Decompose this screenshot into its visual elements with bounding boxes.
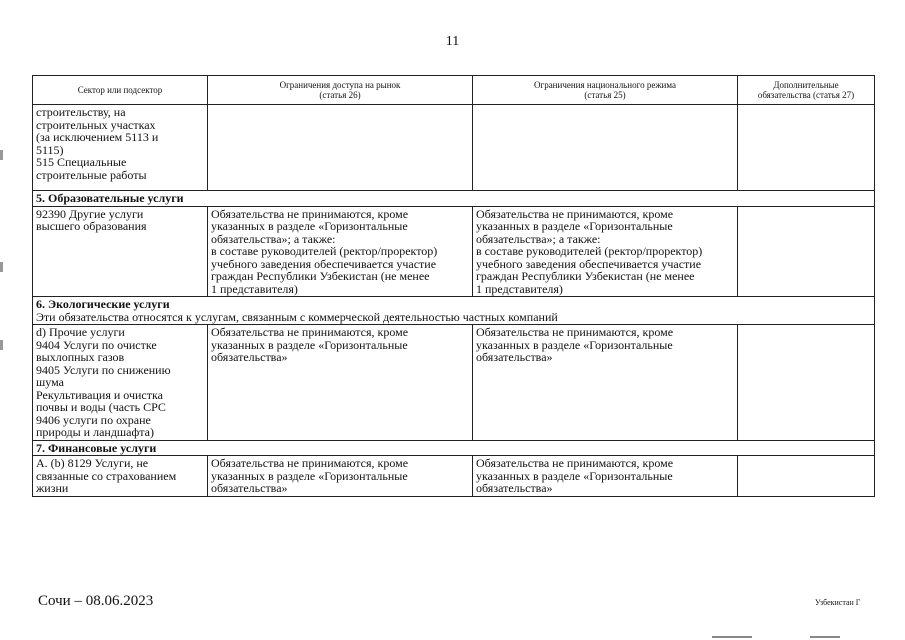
page-number: 11 — [445, 34, 460, 49]
header-market-line2: (статья 26) — [319, 90, 361, 100]
commitments-table — [32, 75, 875, 497]
scan-edge-mark — [0, 262, 3, 272]
header-national-line2: (статья 25) — [584, 90, 626, 100]
section-title: 6. Экологические услуги — [36, 297, 170, 311]
table-header-row — [33, 76, 875, 105]
national-treatment-cell — [473, 206, 738, 297]
table-row — [33, 206, 875, 297]
section-title: 7. Финансовые услуги — [33, 440, 875, 456]
national-treatment-cell — [473, 105, 738, 191]
footer-place-date: Сочи – 08.06.2023 — [38, 593, 154, 609]
national-treatment-cell — [473, 325, 738, 441]
text-line: указанных в разделе «Горизонтальные — [211, 468, 408, 483]
market-access-cell — [208, 206, 473, 297]
text-line: А. (b) 8129 Услуги, не — [36, 456, 149, 470]
market-access-cell — [208, 456, 473, 497]
section-block — [33, 297, 875, 325]
text-line: Обязательства не принимаются, кроме — [211, 325, 409, 339]
text-line: (за исключением 5113 и — [36, 130, 159, 144]
header-additional-line2: обязательства (статья 27) — [757, 90, 855, 100]
section-note: Эти обязательства относятся к услугам, связанным с коммерческой деятельностью частных компаний — [36, 309, 558, 324]
text-line: обязательства» — [211, 481, 288, 495]
section-row — [33, 191, 875, 207]
text-line: строительных участках — [36, 117, 156, 132]
table-row — [33, 456, 875, 497]
text-line: обязательства» — [476, 481, 553, 495]
text-line: 1 представителя) — [476, 281, 563, 296]
header-national-treatment — [473, 76, 738, 105]
header-sector-text: Сектор или подсектор — [77, 85, 163, 95]
text-line: учебного заведения обеспечивается участие — [211, 256, 437, 271]
text-line: обязательства» — [476, 350, 553, 364]
national-treatment-cell — [473, 456, 738, 497]
text-line: Обязательства не принимаются, кроме — [211, 206, 409, 221]
text-line: 5115) — [36, 142, 64, 157]
text-line: строительные работы — [36, 167, 147, 182]
text-line: Обязательства не принимаются, кроме — [211, 456, 409, 470]
text-line: указанных в разделе «Горизонтальные — [211, 337, 408, 352]
text-line: обязательства» — [211, 350, 288, 364]
sector-cell — [33, 325, 208, 441]
scan-edge-mark — [0, 150, 3, 160]
additional-commitments-cell — [738, 206, 875, 297]
header-national-line1: Ограничения национального режима — [534, 80, 676, 90]
text-line: указанных в разделе «Горизонтальные — [211, 219, 408, 233]
text-line: 515 Специальные — [36, 155, 127, 169]
text-line: обязательства»; а также: — [211, 231, 336, 246]
text-line: указанных в разделе «Горизонтальные — [476, 219, 673, 233]
text-line: природы и ландшафта) — [36, 425, 154, 439]
sector-cell — [33, 105, 208, 191]
text-line: Обязательства не принимаются, кроме — [476, 456, 674, 470]
additional-commitments-cell — [738, 456, 875, 497]
text-line: 9404 Услуги по очистке — [36, 337, 157, 352]
text-line: жизни — [36, 481, 69, 495]
scan-artifact — [810, 636, 840, 638]
scan-artifact — [712, 636, 752, 638]
text-line: Обязательства не принимаются, кроме — [476, 206, 674, 221]
header-additional-line1: Дополнительные — [773, 80, 839, 90]
table-row — [33, 105, 875, 191]
text-line: в составе руководителей (ректор/проректор) — [211, 244, 438, 258]
section-row — [33, 440, 875, 456]
text-line: Обязательства не принимаются, кроме — [476, 325, 674, 339]
table-row — [33, 325, 875, 441]
text-line: Рекультивация и очистка — [36, 387, 163, 402]
text-line: 9405 Услуги по снижению — [36, 362, 171, 377]
text-line: в составе руководителей (ректор/проректор) — [476, 244, 703, 258]
sector-cell — [33, 456, 208, 497]
text-line: 1 представителя) — [211, 281, 298, 296]
text-line: связанные со страхованием — [36, 468, 177, 483]
sector-cell — [33, 206, 208, 297]
text-line: высшего образования — [36, 219, 147, 233]
additional-commitments-cell — [738, 325, 875, 441]
section-title: 5. Образовательные услуги — [33, 191, 875, 207]
header-sector — [33, 76, 208, 105]
text-line: указанных в разделе «Горизонтальные — [476, 337, 673, 352]
text-line: обязательства»; а также: — [476, 231, 601, 246]
header-additional — [738, 76, 875, 105]
text-line: шума — [36, 375, 64, 389]
market-access-cell — [208, 105, 473, 191]
text-line: учебного заведения обеспечивается участие — [476, 256, 702, 271]
market-access-cell — [208, 325, 473, 441]
text-line: 92390 Другие услуги — [36, 206, 144, 221]
text-line: граждан Республики Узбекистан (не менее — [211, 269, 430, 283]
text-line: строительству, на — [36, 105, 126, 119]
additional-commitments-cell — [738, 105, 875, 191]
text-line: указанных в разделе «Горизонтальные — [476, 468, 673, 483]
scan-edge-mark — [0, 340, 3, 350]
footer-country-tag: Узбекистан Г — [815, 598, 861, 607]
header-market-line1: Ограничения доступа на рынок — [279, 80, 401, 90]
text-line: граждан Республики Узбекистан (не менее — [476, 269, 695, 283]
text-line: d) Прочие услуги — [36, 325, 125, 339]
text-line: почвы и воды (часть СРС — [36, 400, 166, 414]
text-line: 9406 услуги по охране — [36, 412, 151, 427]
section-row — [33, 297, 875, 325]
text-line: выхлопных газов — [36, 350, 125, 364]
header-market-access — [208, 76, 473, 105]
